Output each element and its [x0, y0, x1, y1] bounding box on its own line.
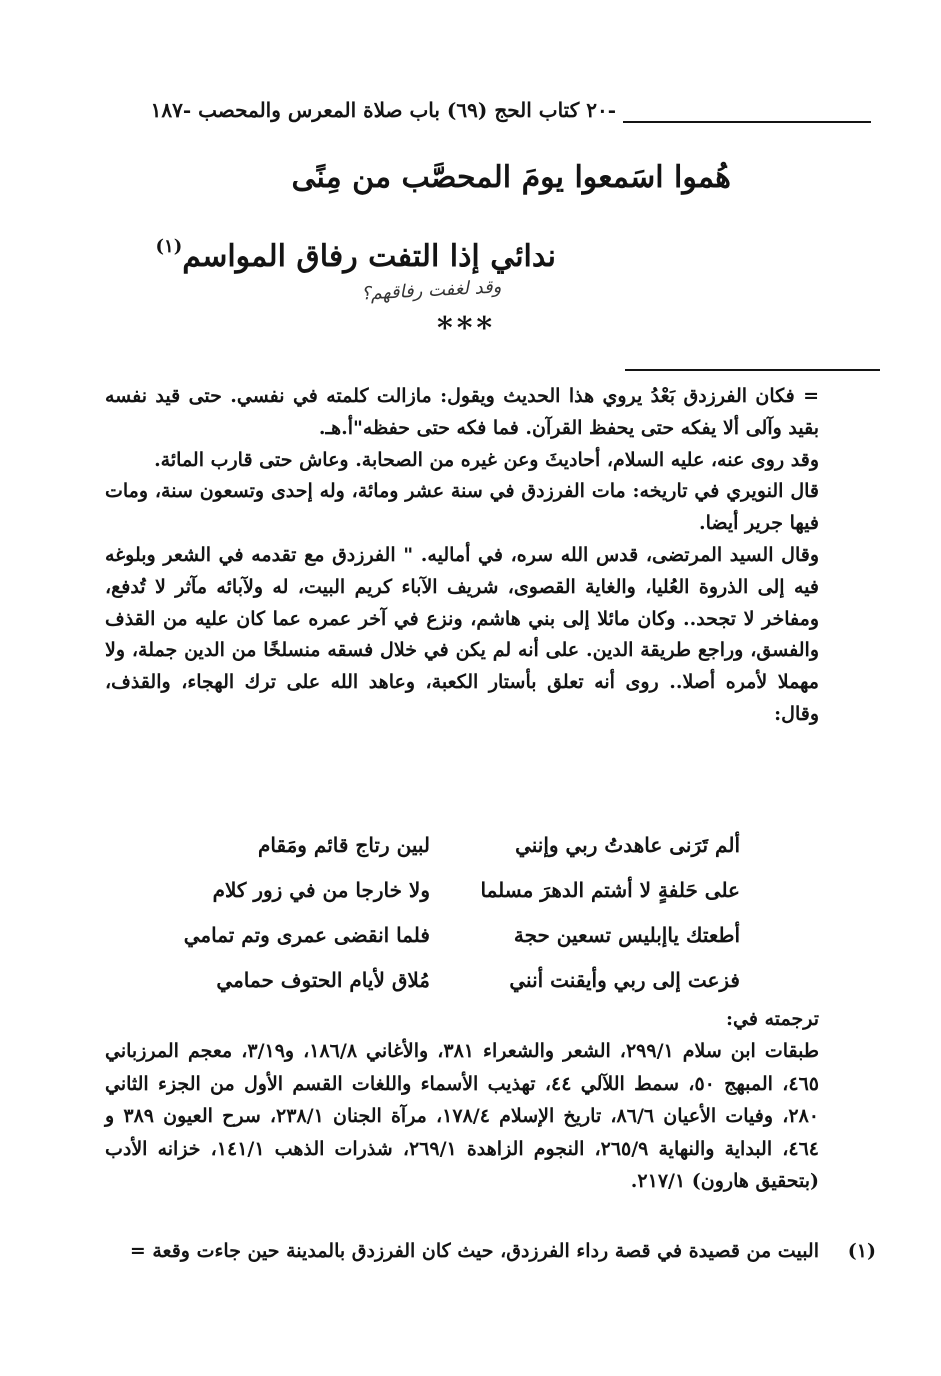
biography-sources — [105, 1003, 819, 1197]
poem-verse-2 — [156, 236, 557, 274]
verse-block — [180, 833, 740, 1013]
verse-row — [180, 878, 740, 923]
verse-first-hemistich: على حَلفةٍ لا أشتم الدهرَ مسلما — [480, 878, 740, 902]
running-header: -٢٠ كتاب الحج (٦٩) باب صلاة المعرس والمحصب -١٨٧ — [150, 98, 616, 122]
footnote-text: البيت من قصيدة في قصة رداء الفرزدق، حيث كان الفرزدق بالمدينة حين جاءت وقعة = — [129, 1240, 819, 1262]
paragraph: قال النويري في تاريخه: مات الفرزدق في سنة عشر ومائة، وله إحدى وتسعون سنة، ومات فيها جرير أيضا. — [105, 480, 819, 535]
paragraph: وقال السيد المرتضى، قدس الله سره، في أماليه. " الفرزدق مع تقدمه في الشعر وبلوغه فيه إلى الذروة العُليا، والغاية القصوى، شريف الآباء كريم البيت، له ولآبائه مآثر لا تُدفع، ومفاخر لا تجحد.. وكان مائلا إلى بني هاشم، ونزع في آخر عمره عما كان عليه من القذف والفسق، وراجع طريقة الدين. على أنه لم يكن في خلال فسقه منسلخًا من الدين جملة، ولا مهملا لأمره أصلا.. روى أنه تعلق بأستار الكعبة، وعاهد الله على ترك الهجاء، والقذف، وقال: — [105, 543, 819, 725]
paragraph: وقد روى عنه، عليه السلام، أحاديثَ وعن غيره من الصحابة. وعاش حتى قارب المائة. — [154, 448, 819, 471]
verse-first-hemistich: فزعت إلى ربي وأيقنت أنني — [509, 968, 740, 992]
verse-row — [180, 923, 740, 968]
verse-first-hemistich: ألم تَرَنى عاهدتُ ربي وإنني — [515, 833, 740, 857]
verse-second-hemistich: لبين رتاج قائم ومَقام — [257, 833, 430, 857]
biography-list: طبقات ابن سلام ٢٩٩/١، الشعر والشعراء ٣٨١، والأغاني ١٨٦/٨، و٣/١٩، معجم المرزباني ٤٦٥، المبهج ٥٠، سمط اللآلي ٤٤، تهذيب الأسماء واللغات القسم الأول من الجزء الثاني ٢٨٠، وفيات الأعيان ٨٦/٦، تاريخ الإسلام ١٧٨/٤، مرآة الجنان ٢٣٨/١، سرح العيون ٣٨٩ و ٤٦٤، البداية والنهاية ٢٦٥/٩، النجوم الزاهدة ٢٦٩/١، شذرات الذهب ١٤١/١، خزانه الأدب (بتحقيق هارون) ٢١٧/١. — [105, 1040, 820, 1193]
verse-row — [180, 833, 740, 878]
section-separator-stars: *** — [437, 311, 497, 346]
paragraph: = فكان الفرزدق بَعْدُ يروي هذا الحديث ويقول: مازالت كلمته في نفسي. حتى قيد نفسه بقيد وآلى ألا يفكه حتى يحفظ القرآن. فما فكه حتى حفظه"أ.هـ. — [105, 385, 819, 439]
verse-second-hemistich: مُلاق لأيام الحتوف حمامي — [216, 968, 430, 992]
poem-verse-1: هُموا اسَمعوا يومَ المحصَّب من مِنًى — [291, 160, 731, 195]
verse-second-hemistich: ولا خارجا من في زور كلام — [212, 878, 430, 902]
footnote-number: (١) — [847, 1240, 876, 1262]
footnote-marker: (١) — [155, 236, 183, 257]
header-rule — [623, 121, 871, 123]
biography-heading: ترجمته في: — [726, 1008, 819, 1030]
verse-first-hemistich: أطعتك ياإبليس تسعين حجة — [513, 923, 740, 947]
verse-second-hemistich: فلما انقضى عمرى وتم تمامي — [183, 923, 430, 947]
handwritten-annotation: وقد لغفت رفاقهم؟ — [360, 276, 502, 305]
footnote-rule — [625, 369, 880, 371]
commentary-body — [105, 381, 819, 731]
poem-verse-2-text: ندائي إذا التفت رفاق المواسم — [182, 239, 556, 274]
